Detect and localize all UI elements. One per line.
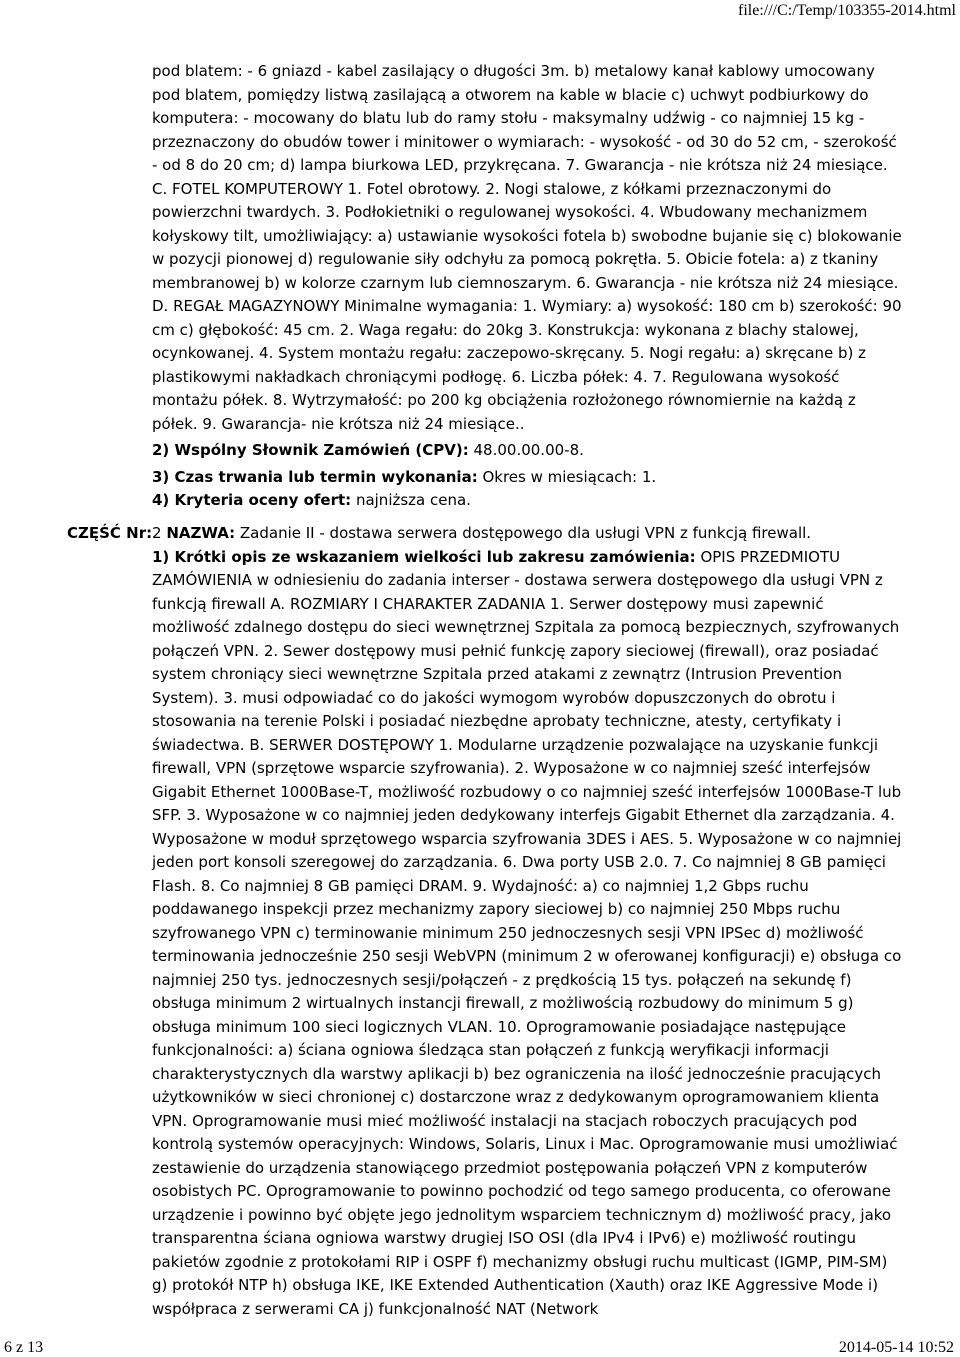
section-part-2	[152, 522, 902, 1321]
section-part-1	[152, 60, 902, 513]
cpv-value: 48.00.00.00-8.	[468, 441, 584, 459]
description-value: OPIS PRZEDMIOTU ZAMÓWIENIA w odniesieniu do zadania interser - dostawa serwera dostępowego dla usługi VPN z funkcją firewall A. ROZMIARY I CHARAKTER ZADANIA 1. Serwer dostępowy musi zapewnić możliwość zdalnego dostępu do sieci wewnętrznej Szpitala za pomocą bezpiecznych, szyfrowanych połączeń VPN. 2. Sewer dostępowy musi pełnić funkcję zapory sieciowej (firewall), oraz posiadać system chroniący sieci wewnętrzne Szpitala przed atakami z zewnątrz (Intrusion Prevention System). 3. musi odpowiadać co do jakości wymogom wyrobów dopuszczonych do obrotu i stosowania na terenie Polski i posiadać niezbędne aprobaty techniczne, atesty, certyfikaty i świadectwa. B. SERWER DOSTĘPOWY 1. Modularne urządzenie pozwalające na uzyskanie funkcji firewall, VPN (sprzętowe wsparcie szyfrowania). 2. Wyposażone w co najmniej sześć interfejsów Gigabit Ethernet 1000Base-T, możliwość rozbudowy o co najmniej sześć interfejsów 1000Base-T lub SFP. 3. Wyposażone w co najmniej jeden dedykowany interfejs Gigabit Ethernet dla zarządzania. 4. Wyposażone w moduł sprzętowego wsparcia szyfrowania 3DES i AES. 5. Wyposażone w co najmniej jeden port konsoli szeregowej do zarządzania. 6. Dwa porty USB 2.0. 7. Co najmniej 8 GB pamięci Flash. 8. Co najmniej 8 GB pamięci DRAM. 9. Wydajność: a) co najmniej 1,2 Gbps ruchu poddawanego inspekcji przez mechanizmy zapory sieciowej b) co najmniej 250 Mbps ruchu szyfrowanego VPN c) terminowanie minimum 250 jednoczesnych sesji VPN IPSec d) możliwość terminowania jednocześnie 250 sesji WebVPN (minimum 2 w oferowanej konfiguracji) e) obsługa co najmniej 250 tys. jednoczesnych sesji/połączeń - z prędkością 15 tys. połączeń na sekundę f) obsługa minimum 2 wirtualnych instancji firewall, z możliwością rozbudowy do minimum 5 g) obsługa minimum 100 sieci logicznych VLAN. 10. Oprogramowanie posiadające następujące funkcjonalności: a) ściana ogniowa śledząca stan połączeń z funkcją weryfikacji informacji charakterystycznych dla warstwy aplikacji b) bez ograniczenia na ilość jednocześnie pracujących użytkowników w sieci chronionej c) dostarczone wraz z dedykowanym oprogramowaniem klienta VPN. Oprogramowanie musi mieć możliwość instalacji na stacjach roboczych pracujących pod kontrolą systemów operacyjnych: Windows, Solaris, Linux i Mac. Oprogramowanie musi umożliwiać zestawienie do urządzenia stanowiącego przedmiot postępowania połączeń VPN z komputerów osobistych PC. Oprogramowanie to powinno pochodzić od tego samego producenta, co oferowane urządzenie i powinno być objęte jego jednolitym wsparciem technicznym d) możliwość pracy, jako transparentna ściana ogniowa warstwy drugiej ISO OSI (dla IPv4 i IPv6) e) możliwość routingu pakietów zgodnie z protokołami RIP i OSPF f) mechanizmy obsługi ruchu multicast (IGMP, PIM-SM) g) protokół NTP h) obsługa IKE, IKE Extended Authentication (Xauth) oraz IKE Aggressive Mode i) współpraca z serwerami CA j) funkcjonalność NAT (Network	[152, 547, 902, 1318]
part-number-label: CZĘŚĆ Nr:	[67, 524, 153, 542]
name-value: Zadanie II - dostawa serwera dostępowego dla usługi VPN z funkcją firewall.	[235, 524, 812, 542]
print-datetime: 2014-05-14 10:52	[838, 1339, 954, 1356]
criteria-label: 4) Kryteria oceny ofert:	[152, 491, 352, 509]
duration-label: 3) Czas trwania lub termin wykonania:	[152, 467, 478, 486]
cpv-line	[152, 439, 902, 463]
part-2-header	[152, 522, 902, 546]
part-2-description	[152, 546, 902, 1322]
description-label: 1) Krótki opis ze wskazaniem wielkości lub zakresu zamówienia:	[152, 547, 696, 566]
duration-value: Okres w miesiącach: 1.	[477, 467, 657, 486]
cpv-label: 2) Wspólny Słownik Zamówień (CPV):	[152, 441, 469, 459]
criteria-line	[152, 489, 902, 513]
page-url: file:///C:/Temp/103355-2014.html	[738, 2, 956, 19]
page-counter: 6 z 13	[4, 1339, 44, 1356]
name-label: NAZWA:	[166, 524, 236, 542]
part-1-description: pod blatem: - 6 gniazd - kabel zasilający o długości 3m. b) metalowy kanał kablowy umocowany pod blatem, pomiędzy listwą zasilającą a otworem na kable w blacie c) uchwyt podbiurkowy do komputera: - mocowany do blatu lub do ramy stołu - maksymalny udźwig - co najmniej 15 kg - przeznaczony do obudów tower i minitower o wymiarach: - wysokość - od 30 do 52 cm, - szerokość - od 8 do 20 cm; d) lampa biurkowa LED, przykręcana. 7. Gwarancja - nie krótsza niż 24 miesiące. C. FOTEL KOMPUTEROWY 1. Fotel obrotowy. 2. Nogi stalowe, z kółkami przeznaczonymi do powierzchni twardych. 3. Podłokietniki o regulowanej wysokości. 4. Wbudowany mechanizmem kołyskowy tilt, umożliwiający: a) ustawianie wysokości fotela b) swobodne bujanie się c) blokowanie w pozycji pionowej d) regulowanie siły odchyłu za pomocą pokrętła. 5. Obicie fotela: a) z tkaniny membranowej b) w kolorze czarnym lub ciemnoszarym. 6. Gwarancja - nie krótsza niż 24 miesiące. D. REGAŁ MAGAZYNOWY Minimalne wymagania: 1. Wymiary: a) wysokość: 180 cm b) szerokość: 90 cm c) głębokość: 45 cm. 2. Waga regału: do 20kg 3. Konstrukcja: wykonana z blachy stalowej, ocynkowanej. 4. System montażu regału: zaczepowo-skręcany. 5. Nogi regału: a) skręcane b) z plastikowymi nakładkach chroniącymi podłogę. 6. Liczba półek: 4. 7. Regulowana wysokość montażu półek. 8. Wytrzymałość: po 200 kg obciążenia rozłożonego równomiernie na każdą z półek. 9. Gwarancja- nie krótsza niż 24 miesiące..	[152, 62, 902, 433]
criteria-value: najniższa cena.	[351, 491, 471, 509]
part-number: 2	[152, 524, 162, 542]
duration-line	[152, 466, 902, 490]
